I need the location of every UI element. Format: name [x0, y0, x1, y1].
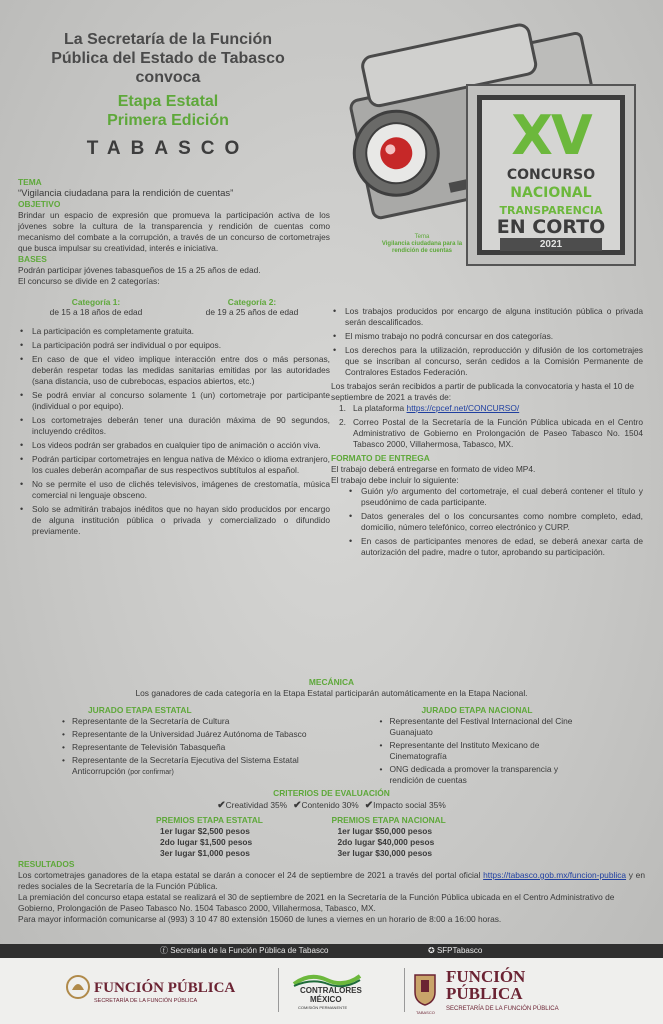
header: [22, 30, 314, 160]
formato-line2: El trabajo debe incluir lo siguiente:: [331, 475, 459, 485]
header-line2: Pública del Estado de Tabasco: [51, 50, 285, 67]
left-column: [18, 177, 330, 540]
logo2-title1: CONTRALORES: [300, 986, 362, 995]
bases-heading: BASES: [18, 254, 47, 264]
category1-text: de 15 a 18 años de edad: [49, 307, 143, 317]
contest-year: 2021: [500, 238, 602, 251]
logo1-title: FUNCIÓN PÚBLICA: [94, 980, 236, 996]
resultados-text1: Los cortometrajes ganadores de la etapa estatal se darán a conocer el 24 de septiembre de 2021 a través del portal oficial: [18, 870, 481, 880]
criterio-label: Creatividad: [225, 800, 268, 810]
formato-item: • Guión y/o argumento del cortometraje, el cual deberá contener el título y pseudónimo de cada participante.: [347, 486, 643, 508]
logo3-title1: FUNCIÓN: [446, 967, 526, 986]
funcion-publica-federal-logo: [66, 972, 236, 1007]
premios-estatal-heading: PREMIOS ETAPA ESTATAL: [156, 815, 263, 825]
premio-item: 2do lugar $1,500 pesos: [160, 837, 253, 847]
rule-item: • Podrán participar cortometrajes en lengua nativa de México o idioma extranjero, los cuales deberán acompañar de sus respectivos subtítulos al español.: [18, 454, 330, 476]
jurado-nacional-heading: JURADO ETAPA NACIONAL: [421, 705, 533, 715]
criterio-value: 30%: [341, 800, 359, 810]
stage-title: Etapa Estatal: [117, 93, 219, 110]
jurado-note: (por confirmar): [127, 769, 174, 776]
logo1-subtitle: SECRETARÍA DE LA FUNCIÓN PÚBLICA: [94, 998, 198, 1004]
funcion-publica-tabasco-logo: [412, 967, 559, 1015]
criterios-heading: CRITERIOS DE EVALUACIÓN: [273, 788, 390, 798]
state-title: TABASCO: [86, 138, 250, 159]
premio-item: 3er lugar $1,000 pesos: [160, 848, 250, 858]
jurado-item: • Representante de Televisión Tabasqueña: [58, 742, 332, 753]
rule-item: • No se permite el uso de clichés televisivos, imágenes de crestomatía, música comercial ni lenguaje obsceno.: [18, 479, 330, 501]
eagle-emblem-icon: [66, 972, 90, 1002]
rule-item: • El mismo trabajo no podrá concursar en dos categorías.: [331, 331, 643, 342]
criterio-label: Impacto social: [373, 800, 427, 810]
facebook-text: Secretaria de la Función Pública de Tabasco: [170, 946, 329, 955]
contest-logo-line3: TRANSPARENCIA: [499, 204, 603, 217]
reception-text: Los trabajos serán recibidos a partir de publicada la convocatoria y hasta el 10 de septiembre de 2021 a través de:: [331, 381, 635, 402]
logo3-state: TABASCO: [416, 1010, 435, 1015]
check-icon: ✔: [364, 800, 374, 811]
rule-item: • Los derechos para la utilización, reproducción y difusión de los cortometrajes que se inscriban al concurso, serán cedidos a la Comisión Permanente de Contralores Estados Federación.: [331, 345, 643, 378]
premios-nacional-heading: PREMIOS ETAPA NACIONAL: [331, 815, 446, 825]
objetivo-heading: OBJETIVO: [18, 199, 61, 209]
category2-text: de 19 a 25 años de edad: [205, 307, 299, 317]
concurso-link[interactable]: https://cpcef.net/CONCURSO/: [406, 403, 520, 413]
facebook-link[interactable]: [160, 944, 328, 958]
portal-link[interactable]: https://tabasco.gob.mx/funcion-publica: [483, 870, 627, 880]
resultados-text3: La premiación del concurso etapa estatal se realizará el 30 de septiembre de 2021 en la Secretaría de la Función Pública ubicada en el Centro Administrativo de Gobierno, Prolongación de Paseo Tabasco No. 1504 Tabasco 2000, Villahermosa, Tabasco, MX.: [18, 892, 615, 913]
rule-item: • La participación es completamente gratuita.: [18, 326, 330, 337]
jurado-item: [58, 755, 332, 778]
tabasco-shield-icon: [412, 972, 438, 1006]
logo3-title: [446, 968, 525, 1002]
premio-item: 1er lugar $50,000 pesos: [337, 826, 433, 836]
formato-line1: El trabajo deberá entregarse en formato de video MP4.: [331, 464, 536, 474]
rule-item: • Los videos podrán ser grabados en cualquier tipo de animación o acción viva.: [18, 440, 330, 451]
jurado-nacional: [332, 705, 646, 788]
check-icon: ✔: [217, 800, 226, 811]
jurado-item: • Representante de la Secretaría de Cultura: [58, 716, 332, 727]
camera-tema-text: Vigilancia ciudadana para la rendición de cuentas: [381, 241, 463, 254]
rules-list-continued: [331, 306, 643, 378]
contest-logo-line4: EN CORTO: [496, 216, 606, 238]
criterio-item: [365, 800, 446, 811]
premio-item: 2do lugar $40,000 pesos: [337, 837, 435, 847]
jurado-estatal: [18, 705, 332, 788]
channel-item: 2. Correo Postal de la Secretaría de la Función Pública ubicada en el Centro Administrativo de Gobierno en Prolongación de Paseo Tabasco No. 1504 Tabasco 2000, Villahermosa, Tabasco, MX.: [339, 417, 643, 449]
contest-edition-number: XV: [511, 104, 591, 167]
criterio-label: Contenido: [301, 800, 340, 810]
criterio-item: [217, 800, 287, 811]
camera-tema-label: Tema: [414, 234, 430, 240]
premios: [18, 815, 645, 859]
rule-item: • Los cortometrajes deberán tener una duración máxima de 90 segundos, incluyendo créditos.: [18, 415, 330, 437]
premios-estatal: [18, 815, 332, 859]
premios-nacional: [332, 815, 646, 859]
submission-channels: [331, 403, 643, 450]
tema-text: “Vigilancia ciudadana para la rendición de cuentas”: [18, 188, 234, 199]
formato-item: • En casos de participantes menores de edad, se deberá anexar carta de autorización del padre, madre o tutor, aprobando su participación.: [347, 536, 643, 558]
right-column: [331, 306, 643, 561]
logo2-title2: MÉXICO: [310, 995, 342, 1004]
jurado-item: • Representante del Festival Internacional del Cine Guanajuato: [376, 716, 576, 738]
formato-item: • Datos generales del o los concursantes como nombre completo, edad, domicilio, número telefónico, correo electrónico y CURP.: [347, 511, 643, 533]
rule-item: • En caso de que el video implique interacción entre dos o más personas, deberán respetar todas las medidas sanitarias emitidas por las autoridades (sana distancia, uso de cubrebocas, espacios abiertos, etc.): [18, 354, 330, 387]
formato-heading: FORMATO DE ENTREGA: [331, 453, 430, 463]
logo2-subtitle: COMISIÓN PERMANENTE: [298, 1005, 348, 1010]
contest-logo: [466, 84, 636, 266]
resultados-text2: y en redes sociales de la Secretaría de la Función Pública.: [18, 870, 645, 891]
channel2-text: Correo Postal de la Secretaría de la Función Pública ubicada en el Centro Administrativo de Gobierno en Prolongación de Paseo Tabasco No. 1504 Tabasco 2000, Villahermosa, Tabasco, MX.: [353, 417, 643, 449]
contralores-mexico-logo: [292, 972, 362, 1010]
channel-item: 1. La plataforma https://cpcef.net/CONCURSO/: [339, 403, 520, 413]
resultados-paragraph: [18, 870, 645, 892]
resultados-text4: Para mayor información comunicarse al (993) 3 10 47 80 extensión 15060 de lunes a viernes en un horario de 8:00 a 16:00 horas.: [18, 914, 502, 924]
edition-title: Primera Edición: [107, 112, 229, 129]
contest-logo-line2: NACIONAL: [510, 185, 592, 201]
twitter-link[interactable]: [428, 944, 482, 958]
logo2-title: [300, 986, 362, 1004]
check-icon: ✔: [293, 800, 302, 811]
criterio-value: 35%: [270, 800, 288, 810]
twitter-icon: ✪: [428, 946, 437, 955]
header-line3: convoca: [135, 69, 201, 86]
mecanica-heading: MECÁNICA: [308, 677, 355, 687]
criterios-list: [18, 800, 645, 811]
premio-item: 3er lugar $30,000 pesos: [337, 848, 433, 858]
bottom-section: [18, 677, 645, 925]
header-line1: La Secretaría de la Función: [63, 31, 273, 48]
jurados: [18, 705, 645, 788]
twitter-text: SFPTabasco: [436, 946, 483, 955]
logo3-subtitle: SECRETARÍA DE LA FUNCIÓN PÚBLICA: [446, 1006, 559, 1012]
resultados-heading: RESULTADOS: [18, 859, 75, 869]
rule-item: • Solo se admitirán trabajos inéditos que no hayan sido producidos por encargo de alguna institución pública o privada y comercializado o difundido previamente.: [18, 504, 330, 537]
jurado-estatal-heading: JURADO ETAPA ESTATAL: [88, 705, 192, 715]
jurado-item-text: Representante de la Secretaría Ejecutiva del Sistema Estatal Anticorrupción: [72, 755, 299, 776]
jurado-item: • Representante de la Universidad Juárez Autónoma de Tabasco: [58, 729, 332, 740]
tema-heading: TEMA: [18, 177, 42, 187]
mecanica-text: Los ganadores de cada categoría en la Etapa Estatal participarán automáticamente en la Etapa Nacional.: [135, 688, 528, 698]
logo3-title2: PÚBLICA: [446, 984, 523, 1003]
camera-tema-caption: [372, 234, 472, 255]
facebook-icon: ⓕ: [160, 946, 171, 955]
social-bar: [0, 944, 663, 958]
categories: [18, 297, 330, 317]
rules-list: [18, 326, 330, 537]
objetivo-text: Brindar un espacio de expresión que promueva la participación activa de los jóvenes sobre la cultura de la transparencia y rendición de cuentas como mecanismo del combate a la corrupción, a través de un concurso de cortometrajes que busca impulsar su creatividad, interés e iniciativa.: [18, 210, 330, 253]
contest-logo-line1: CONCURSO: [506, 167, 596, 183]
bases-intro1: Podrán participar jóvenes tabasqueños de 15 a 25 años de edad.: [18, 265, 261, 275]
rule-item: • Los trabajos producidos por encargo de alguna institución pública o privada serán descalificados.: [331, 306, 643, 328]
criterio-value: 35%: [429, 800, 446, 810]
bases-intro2: El concurso se divide en 2 categorías:: [18, 276, 160, 286]
premio-item: 1er lugar $2,500 pesos: [160, 826, 250, 836]
criterio-item: [293, 800, 359, 811]
formato-list: [347, 486, 643, 558]
jurado-item: • Representante del Instituto Mexicano de Cinematografía: [376, 740, 576, 762]
category2-title: Categoría 2:: [227, 297, 277, 307]
channel1-prefix: La plataforma: [353, 403, 407, 413]
jurado-item: • ONG dedicada a promover la transparencia y rendición de cuentas: [376, 764, 576, 786]
category1-title: Categoría 1:: [71, 297, 121, 307]
footer-logos: [0, 958, 663, 1024]
rule-item: • La participación podrá ser individual o por equipos.: [18, 340, 330, 351]
rule-item: • Se podrá enviar al concurso solamente 1 (un) cortometraje por participante (individual o por equipo).: [18, 390, 330, 412]
